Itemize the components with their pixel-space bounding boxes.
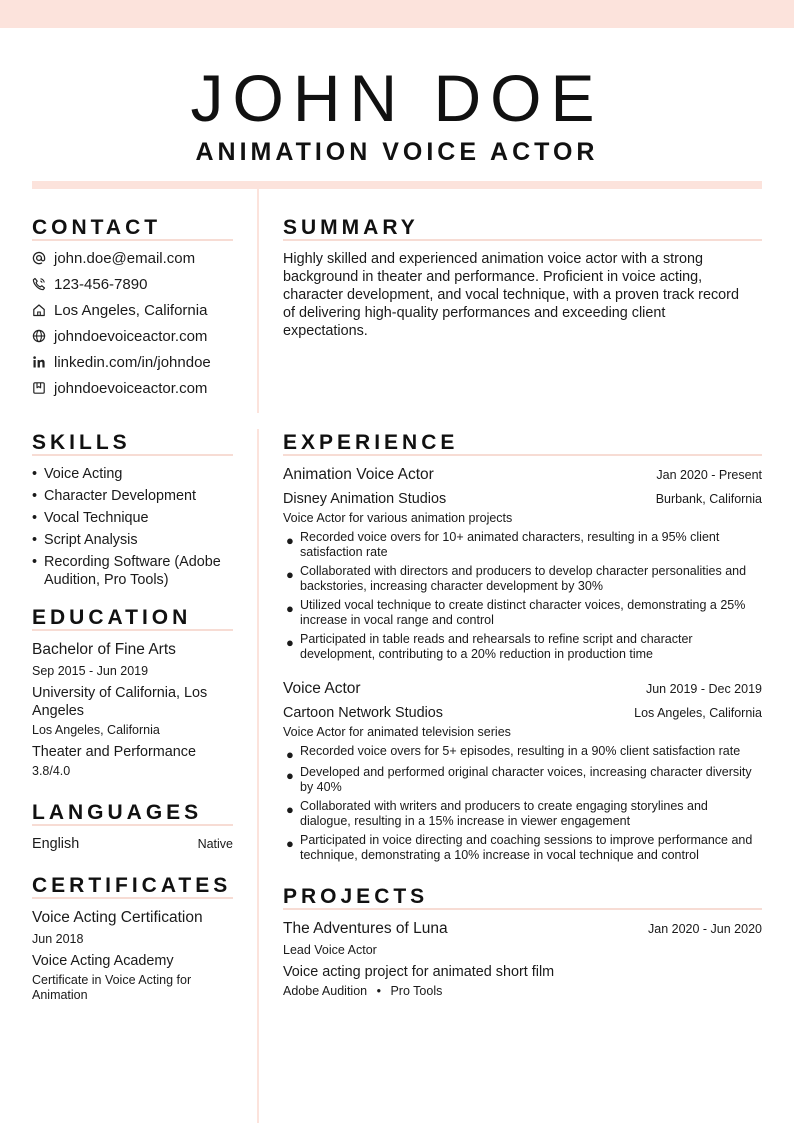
- education-field: Theater and Performance: [32, 744, 196, 760]
- contact-rule: [32, 239, 233, 241]
- summary-heading: SUMMARY: [283, 216, 419, 239]
- project-role: Lead Voice Actor: [283, 943, 377, 957]
- project-dates: Jan 2020 - Jun 2020: [648, 922, 762, 936]
- contact-email[interactable]: [32, 248, 195, 268]
- contact-portfolio[interactable]: [32, 378, 207, 398]
- job-company: Cartoon Network Studios: [283, 705, 443, 721]
- summary-text: Highly skilled and experienced animation voice actor with a strong background in theater and performance. Proficient in voice acting, character development, and vocal technique, with a proven track record of delivering high-quality performances and exceeding client expectations.: [283, 251, 739, 339]
- bullet-dot: ●: [286, 747, 294, 762]
- job-role: Animation Voice Actor: [283, 466, 434, 483]
- project-tools: [283, 984, 753, 999]
- job-company: Disney Animation Studios: [283, 491, 447, 507]
- job-description: Voice Actor for animated television series: [283, 725, 511, 739]
- job-location: Los Angeles, California: [634, 706, 762, 720]
- bullet-dot: ●: [286, 533, 294, 548]
- bullet-dot: ●: [286, 768, 294, 783]
- education-rule: [32, 629, 233, 631]
- bullet-dot: ●: [286, 802, 294, 817]
- skills-rule: [32, 454, 233, 456]
- job-bullet: Developed and performed original character voices, increasing character diversity by 40%: [300, 765, 752, 794]
- certificate-issuer: Voice Acting Academy: [32, 953, 174, 969]
- job-bullet: Participated in voice directing and coaching sessions to improve performance and technique, demonstrating a 10% increase in vocal technique and control: [300, 833, 753, 862]
- education-degree: Bachelor of Fine Arts: [32, 641, 176, 658]
- header-divider: [32, 181, 762, 189]
- experience-rule: [283, 454, 762, 456]
- column-divider-bottom: [257, 429, 259, 1123]
- certificate-description: Certificate in Voice Acting for Animation: [32, 973, 192, 1002]
- projects-heading: PROJECTS: [283, 885, 429, 908]
- contact-phone[interactable]: [32, 274, 147, 294]
- languages-heading: LANGUAGES: [32, 801, 203, 824]
- contact-heading: CONTACT: [32, 216, 162, 239]
- education-gpa: 3.8/4.0: [32, 764, 71, 778]
- job-bullet: Participated in table reads and rehearsals to refine script and character development, contributing to a 20% reduction in production time: [300, 632, 693, 661]
- certificates-rule: [32, 897, 233, 899]
- job-bullet: Recorded voice overs for 10+ animated characters, resulting in a 95% client satisfaction rate: [300, 530, 720, 559]
- bullet-dot: ●: [286, 567, 294, 582]
- job-location: Burbank, California: [655, 492, 762, 506]
- project-tool: Adobe Audition: [283, 984, 368, 998]
- contact-location-text: Los Angeles, California: [54, 301, 208, 319]
- experience-heading: EXPERIENCE: [283, 431, 459, 454]
- contact-linkedin-text: linkedin.com/in/johndoe: [54, 353, 211, 371]
- certificates-heading: CERTIFICATES: [32, 874, 232, 897]
- job-role: Voice Actor: [283, 680, 361, 697]
- contact-website-text: johndoevoiceactor.com: [54, 327, 208, 345]
- education-school: University of California, Los Angeles: [32, 685, 208, 719]
- skill-item: • Voice Acting: [32, 466, 123, 482]
- language-name: English: [32, 836, 80, 852]
- job-bullet: Utilized vocal technique to create distinct character voices, demonstrating a 25% increase in vocal range and control: [300, 598, 746, 627]
- education-dates: Sep 2015 - Jun 2019: [32, 664, 149, 678]
- summary-rule: [283, 239, 762, 241]
- skills-heading: SKILLS: [32, 431, 131, 454]
- bullet-dot: ●: [286, 635, 294, 650]
- job-description: Voice Actor for various animation projects: [283, 511, 513, 525]
- job-dates: Jan 2020 - Present: [656, 468, 762, 482]
- project-name: The Adventures of Luna: [283, 920, 448, 937]
- certificate-name: Voice Acting Certification: [32, 909, 203, 926]
- contact-phone-text: 123-456-7890: [54, 275, 148, 293]
- top-accent-bar: [0, 0, 794, 28]
- job-dates: Jun 2019 - Dec 2019: [645, 682, 762, 696]
- contact-portfolio-text: johndoevoiceactor.com: [54, 379, 208, 397]
- column-divider-top: [257, 189, 259, 413]
- languages-rule: [32, 824, 233, 826]
- project-tool: Pro Tools: [390, 984, 443, 998]
- bullet-dot: ●: [286, 836, 294, 851]
- skill-item: • Recording Software (Adobe Audition, Pro Tools): [32, 554, 221, 588]
- globe-icon: [32, 329, 46, 343]
- home-icon: [32, 303, 46, 317]
- project-tool-separator: •: [376, 984, 381, 998]
- job-bullet: Recorded voice overs for 5+ episodes, resulting in a 90% client satisfaction rate: [300, 744, 741, 758]
- projects-rule: [283, 908, 762, 910]
- contact-linkedin[interactable]: [32, 352, 211, 372]
- education-location: Los Angeles, California: [32, 723, 160, 737]
- email-icon: [32, 251, 46, 265]
- education-heading: EDUCATION: [32, 606, 192, 629]
- language-level: Native: [197, 837, 233, 851]
- portfolio-icon: [32, 381, 46, 395]
- certificate-date: Jun 2018: [32, 932, 84, 946]
- skill-item: • Character Development: [32, 488, 196, 504]
- skill-item: • Script Analysis: [32, 532, 138, 548]
- job-bullet: Collaborated with directors and producers to develop character personalities and backstories, increasing character development by 30%: [300, 564, 747, 593]
- linkedin-icon: [32, 355, 46, 369]
- project-description: Voice acting project for animated short film: [283, 964, 555, 980]
- contact-location: [32, 300, 207, 320]
- candidate-title: ANIMATION VOICE ACTOR: [195, 138, 599, 166]
- bullet-dot: ●: [286, 601, 294, 616]
- job-bullet: Collaborated with writers and producers to create engaging storylines and dialogue, resulting in a 15% increase in viewer engagement: [300, 799, 708, 828]
- skill-item: • Vocal Technique: [32, 510, 149, 526]
- phone-icon: [32, 277, 46, 291]
- candidate-name: JOHN DOE: [190, 61, 604, 135]
- contact-email-text: john.doe@email.com: [54, 249, 196, 267]
- contact-website[interactable]: [32, 326, 207, 346]
